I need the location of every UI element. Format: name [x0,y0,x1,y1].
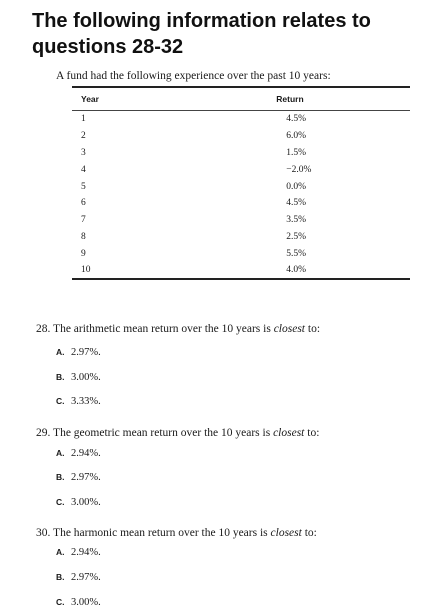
option-letter: A. [56,448,65,458]
cell-year: 8 [81,232,86,243]
option-letter: B. [56,472,65,482]
cell-year: 9 [81,249,86,260]
table-row [72,195,410,212]
cell-return: 5.5% [286,249,307,260]
option-text: 2.94%. [71,547,101,558]
option-letter: A. [56,347,65,357]
question-29 [36,427,319,439]
cell-return: −2.0% [286,164,312,175]
cell-return: 6.0% [286,130,307,141]
option-29-b[interactable] [56,472,101,483]
question-stem-end: to: [304,527,317,539]
option-text: 2.97%. [71,572,101,583]
cell-year: 6 [81,198,86,209]
option-text: 3.00%. [71,372,101,383]
option-letter: A. [56,547,65,557]
column-header-year: Year [81,94,99,104]
cell-year: 7 [81,215,86,226]
option-text: 3.33%. [71,396,101,407]
question-28 [36,323,320,335]
option-29-c[interactable] [56,497,101,508]
question-number: 30. [36,527,51,539]
table-row [72,161,410,178]
cell-year: 3 [81,147,86,158]
cell-return: 1.5% [286,147,307,158]
question-emphasis: closest [273,427,305,439]
cell-return: 4.5% [286,114,307,125]
option-30-a[interactable] [56,547,101,558]
section-heading: The following information relates to questions 28-32 [32,10,371,58]
option-28-c[interactable] [56,396,101,407]
option-29-a[interactable] [56,448,101,459]
option-text: 2.97%. [71,347,101,358]
option-30-c[interactable] [56,597,101,608]
question-stem: The arithmetic mean return over the 10 years is [53,323,271,335]
table-row [72,212,410,229]
cell-year: 1 [81,114,86,125]
option-letter: C. [56,597,65,607]
table-row [72,246,410,263]
table-row [72,229,410,246]
question-30 [36,527,317,539]
table-row [72,127,410,144]
cell-year: 10 [81,265,91,276]
question-number: 29. [36,427,51,439]
table-header-row [72,87,410,111]
cell-return: 4.0% [286,265,307,276]
question-stem-end: to: [307,427,320,439]
cell-return: 2.5% [286,232,307,243]
cell-year: 5 [81,181,86,192]
option-letter: C. [56,396,65,406]
cell-return: 0.0% [286,181,307,192]
table-row [72,111,410,128]
option-text: 2.94%. [71,448,101,459]
table-row [72,178,410,195]
question-number: 28. [36,323,51,335]
question-stem: The geometric mean return over the 10 years is [53,427,271,439]
question-stem-end: to: [307,323,321,335]
option-letter: B. [56,372,65,382]
cell-return: 4.5% [286,198,307,209]
column-header-return: Return [276,94,304,104]
cell-return: 3.5% [286,215,307,226]
option-28-b[interactable] [56,372,101,383]
cell-year: 2 [81,130,86,141]
option-30-b[interactable] [56,572,101,583]
option-28-a[interactable] [56,347,101,358]
option-text: 2.97%. [71,472,101,483]
option-text: 3.00%. [71,597,101,608]
question-emphasis: closest [270,527,302,539]
option-text: 3.00%. [71,497,101,508]
cell-year: 4 [81,164,86,175]
returns-table [72,86,410,280]
table-row [72,263,410,280]
option-letter: B. [56,572,65,582]
intro-text: A fund had the following experience over the past 10 years: [56,70,331,82]
option-letter: C. [56,497,65,507]
table-row [72,144,410,161]
question-emphasis: closest [273,323,306,335]
question-stem: The harmonic mean return over the 10 years is [53,527,268,539]
